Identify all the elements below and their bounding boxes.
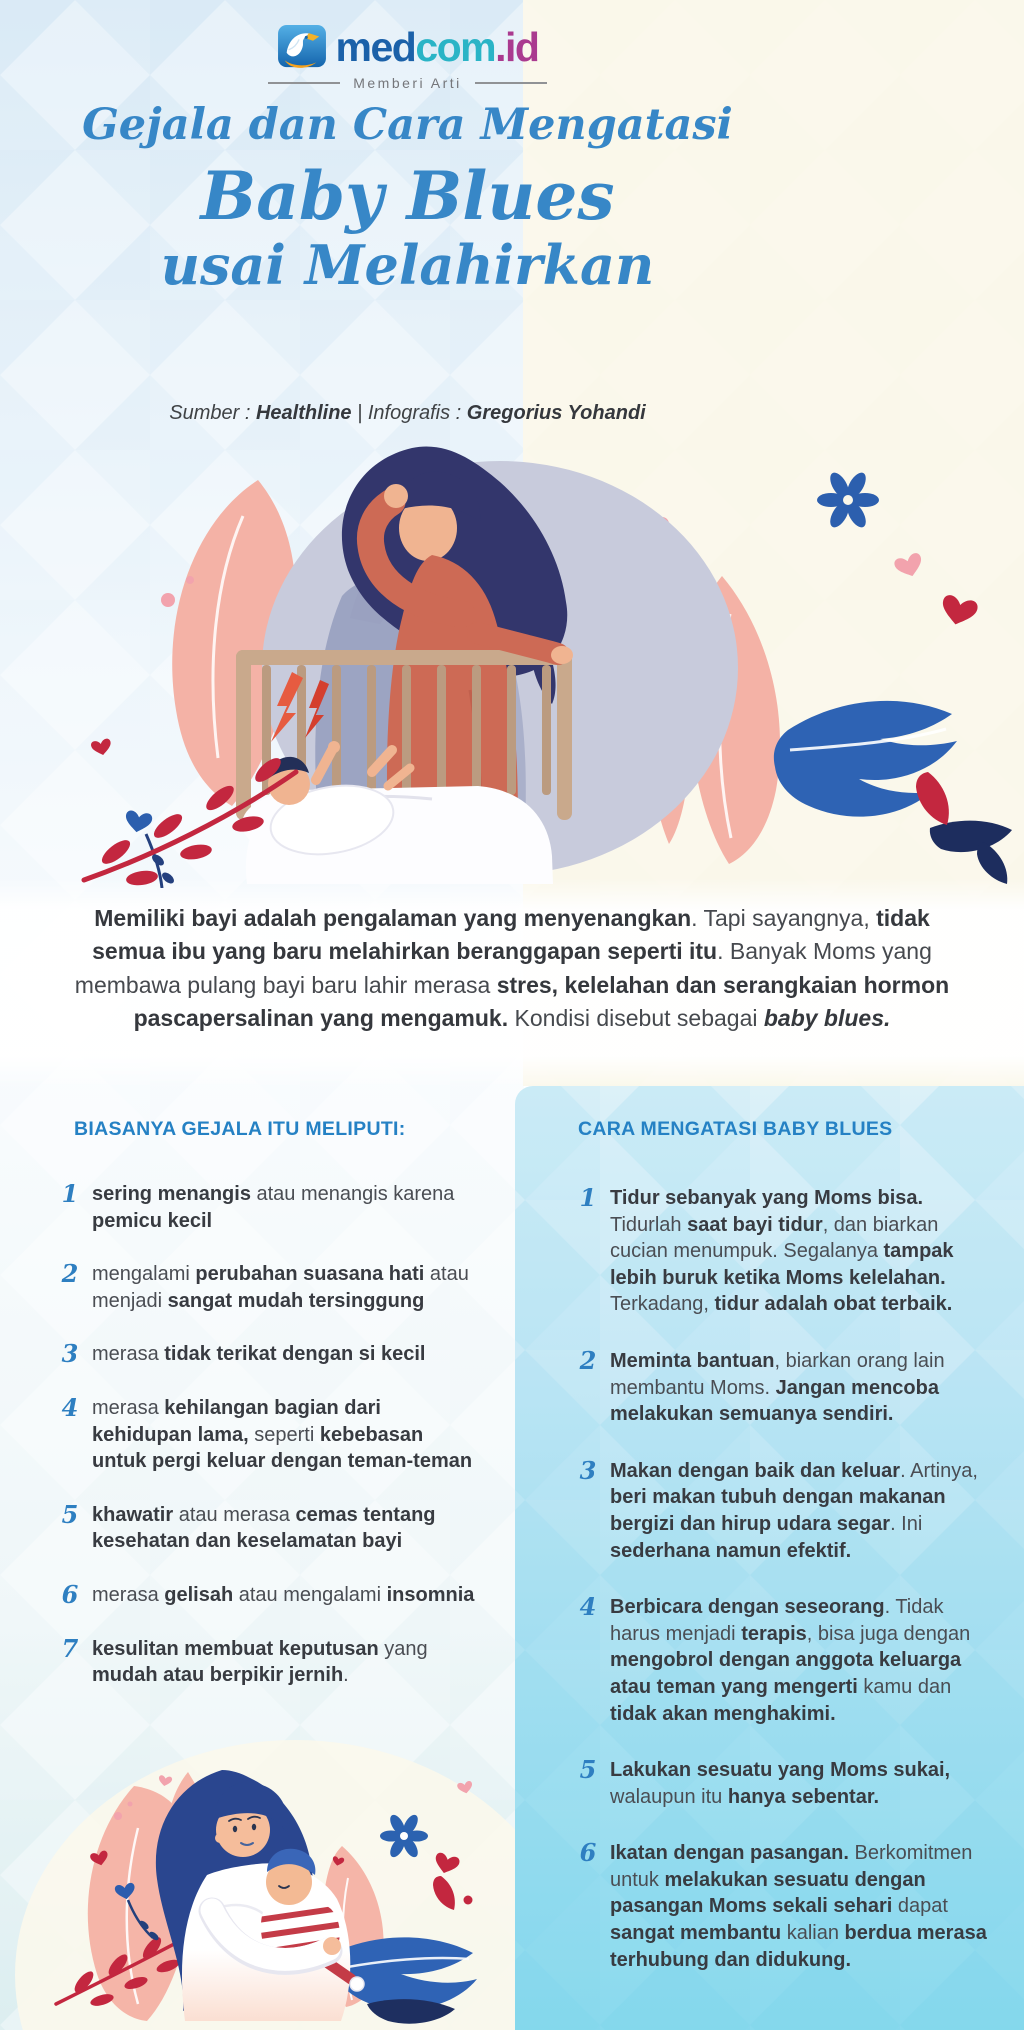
red-heart-icon xyxy=(90,738,113,757)
symptoms-section xyxy=(60,1118,480,1716)
text-segment: merasa xyxy=(92,1343,165,1366)
text-segment: saat bayi tidur xyxy=(687,1213,823,1236)
text-segment: seperti xyxy=(248,1423,320,1446)
text-segment: gelisah xyxy=(164,1583,234,1606)
text-segment: mengalami xyxy=(92,1263,196,1286)
text-segment: Memiliki bayi adalah pengalaman yang menyenangkan xyxy=(94,905,692,931)
item-text xyxy=(92,1261,480,1314)
text-segment: tidak semua ibu yang baru melahirkan beranggapan seperti itu xyxy=(92,905,930,965)
text-segment: kebebasan untuk pergi keluar dengan teman-teman xyxy=(92,1423,473,1473)
mother-hand-on-rail xyxy=(551,646,573,664)
text-segment: Berkomitmen untuk xyxy=(610,1842,973,1891)
brand-tagline: Memberi Arti xyxy=(353,75,462,91)
symptoms-heading: BIASANYA GEJALA ITU MELIPUTI: xyxy=(74,1118,406,1140)
medcom-logo xyxy=(0,24,815,70)
item-number: 2 xyxy=(579,1345,597,1375)
title-line-2: Baby Blues xyxy=(200,156,615,235)
item-number: 4 xyxy=(579,1592,597,1622)
item-text xyxy=(92,1341,425,1368)
list-item xyxy=(60,1579,480,1609)
item-number: 3 xyxy=(61,1339,79,1369)
blue-flower xyxy=(380,1812,428,1859)
text-segment: mengobrol dengan anggota keluarga atau teman yang mengerti xyxy=(610,1649,962,1698)
text-segment: tampak lebih buruk ketika Moms kelelahan. xyxy=(610,1240,954,1289)
text-segment: tidak akan menghakimi. xyxy=(610,1702,836,1725)
item-text xyxy=(92,1502,480,1555)
text-segment: terapis xyxy=(741,1622,807,1645)
text-segment: Tidurlah xyxy=(610,1213,688,1236)
text-segment: sering menangis xyxy=(92,1183,251,1205)
symptoms-list xyxy=(60,1181,480,1689)
item-number: 5 xyxy=(579,1755,597,1785)
text-segment: Lakukan sesuatu yang Moms sukai, xyxy=(610,1759,951,1782)
text-segment: atau merasa xyxy=(173,1503,296,1526)
mother-leaning-on-crib-illustration xyxy=(0,428,1024,888)
list-item xyxy=(578,1455,990,1564)
text-segment: merasa xyxy=(92,1396,165,1419)
text-segment: cemas tentang kesehatan dan keselamatan bayi xyxy=(92,1503,436,1553)
text-segment: tidak terikat dengan si kecil xyxy=(164,1343,426,1366)
logo-part: com xyxy=(415,23,496,70)
text-segment: Berbicara dengan seseorang xyxy=(610,1596,885,1619)
text-segment: . Tidak harus menjadi xyxy=(610,1596,944,1645)
pink-heart-icon xyxy=(457,1780,474,1794)
text-segment: Ikatan dengan pasangan. xyxy=(610,1842,849,1865)
text-segment: Sumber : xyxy=(169,402,256,424)
text-segment: atau menjadi xyxy=(92,1263,469,1312)
brand-wordmark xyxy=(335,23,539,70)
text-segment: kehilangan bagian dari kehidupan lama, xyxy=(92,1396,381,1446)
text-segment: . Banyak Moms yang membawa pulang bayi baru lahir merasa xyxy=(74,938,932,998)
text-segment: , bisa juga dengan xyxy=(806,1622,971,1645)
text-segment: Meminta bantuan xyxy=(610,1349,775,1372)
text-segment: berdua merasa terhubung dan didukung. xyxy=(610,1922,987,1971)
text-segment: yang xyxy=(378,1637,428,1660)
text-segment: Gregorius Yohandi xyxy=(466,402,646,424)
item-text xyxy=(610,1757,990,1810)
text-segment: kamu dan xyxy=(857,1675,952,1698)
title-line-1: Gejala dan Cara Mengatasi xyxy=(82,100,733,150)
text-segment: baby blues. xyxy=(763,1005,891,1032)
text-segment: , biarkan orang lain membantu Moms. xyxy=(610,1349,945,1399)
logo-part: .id xyxy=(495,23,539,70)
text-segment: . Artinya, xyxy=(900,1459,978,1482)
text-segment: sangat membantu xyxy=(610,1922,782,1945)
blue-leaf-right xyxy=(774,701,1012,852)
text-segment: atau menangis karena xyxy=(250,1183,455,1205)
item-number: 1 xyxy=(579,1183,597,1212)
text-segment: | xyxy=(351,402,368,424)
mother-figure xyxy=(156,1770,350,2021)
mother-hand xyxy=(384,484,408,508)
text-segment: kesulitan membuat keputusan xyxy=(92,1637,379,1660)
item-number: 3 xyxy=(579,1455,597,1485)
red-heart-icon xyxy=(432,1852,460,1877)
item-number: 4 xyxy=(61,1392,79,1422)
item-text xyxy=(92,1636,480,1689)
list-item xyxy=(578,1185,990,1318)
text-segment: . xyxy=(343,1664,349,1687)
list-item xyxy=(60,1261,480,1314)
item-number: 6 xyxy=(579,1838,597,1868)
list-item xyxy=(578,1345,990,1428)
text-segment: Jangan mencoba melakukan semuanya sendiri. xyxy=(610,1376,939,1426)
item-text xyxy=(92,1582,474,1609)
text-segment: mudah atau berpikir jernih xyxy=(92,1664,344,1687)
list-item xyxy=(60,1633,480,1689)
text-segment: beri makan tubuh dengan makanan bergizi dan hirup udara segar xyxy=(610,1486,946,1535)
list-item xyxy=(60,1499,480,1555)
tagline-row xyxy=(0,75,815,91)
text-segment: sederhana namun efektif. xyxy=(610,1539,852,1562)
item-text xyxy=(610,1185,990,1318)
item-text xyxy=(92,1181,480,1234)
remedies-section xyxy=(578,1118,990,2003)
text-segment: dapat xyxy=(892,1895,948,1918)
text-segment: atau mengalami xyxy=(233,1583,387,1606)
text-segment: Healthline xyxy=(255,402,352,424)
list-item xyxy=(60,1341,480,1368)
title-line-3: usai Melahirkan xyxy=(160,232,655,297)
item-number: 2 xyxy=(61,1259,79,1289)
medcom-eagle-icon xyxy=(277,24,327,70)
header xyxy=(0,24,815,91)
item-number: 5 xyxy=(61,1499,79,1529)
list-item xyxy=(578,1840,990,1973)
text-segment: kalian xyxy=(781,1922,845,1945)
item-number: 7 xyxy=(61,1633,79,1663)
text-segment: Tidur sebanyak yang Moms bisa. xyxy=(610,1187,924,1209)
text-segment: hanya sebentar. xyxy=(727,1785,880,1808)
text-segment: tidur adalah obat terbaik. xyxy=(714,1293,953,1316)
red-teardrop xyxy=(433,1876,473,1910)
item-text xyxy=(610,1840,990,1973)
mother-hand xyxy=(323,1937,341,1955)
red-heart-icon xyxy=(938,594,979,629)
text-segment: walaupun itu xyxy=(610,1785,728,1808)
text-segment: stres, kelelahan dan serangkaian hormon pascapersalinan yang mengamuk. xyxy=(133,971,950,1032)
text-segment: perubahan suasana hati xyxy=(195,1263,425,1286)
list-item xyxy=(578,1594,990,1727)
remedies-heading: CARA MENGATASI BABY BLUES xyxy=(578,1118,893,1140)
remedies-list xyxy=(578,1185,990,1973)
list-item xyxy=(60,1181,480,1234)
text-segment: insomnia xyxy=(386,1583,475,1606)
text-segment: sangat mudah tersinggung xyxy=(167,1289,425,1312)
pink-heart-icon xyxy=(158,1775,173,1787)
text-segment: . Tapi sayangnya, xyxy=(691,905,877,931)
logo-part: med xyxy=(335,23,416,70)
text-segment: . Ini xyxy=(890,1512,923,1535)
intro-paragraph xyxy=(72,902,952,1035)
item-text xyxy=(92,1395,480,1475)
item-text xyxy=(610,1348,990,1428)
source-credit-line xyxy=(0,402,815,425)
list-item xyxy=(578,1757,990,1810)
list-item xyxy=(60,1392,480,1475)
tagline-rule-right xyxy=(475,82,547,84)
text-segment: pemicu kecil xyxy=(92,1209,213,1232)
item-number: 1 xyxy=(61,1179,79,1208)
text-segment: khawatir xyxy=(92,1503,174,1526)
pink-heart-icon xyxy=(893,552,925,580)
text-segment: melakukan sesuatu dengan pasangan Moms sekali sehari xyxy=(610,1868,926,1918)
blue-flower xyxy=(817,470,879,531)
mother-hugging-baby-illustration xyxy=(36,1758,506,2030)
tagline-rule-left xyxy=(268,82,340,84)
text-segment: merasa xyxy=(92,1583,165,1606)
item-number: 6 xyxy=(61,1579,79,1609)
text-segment: Kondisi disebut sebagai xyxy=(508,1005,764,1032)
text-segment: Terkadang, xyxy=(610,1293,715,1316)
text-segment: , dan biarkan cucian menumpuk. Segalanya xyxy=(610,1213,939,1263)
title-block xyxy=(0,100,815,295)
item-text xyxy=(610,1458,990,1564)
text-segment: Infografis : xyxy=(367,402,467,424)
text-segment: Makan dengan baik dan keluar xyxy=(610,1459,901,1482)
item-text xyxy=(610,1594,990,1727)
